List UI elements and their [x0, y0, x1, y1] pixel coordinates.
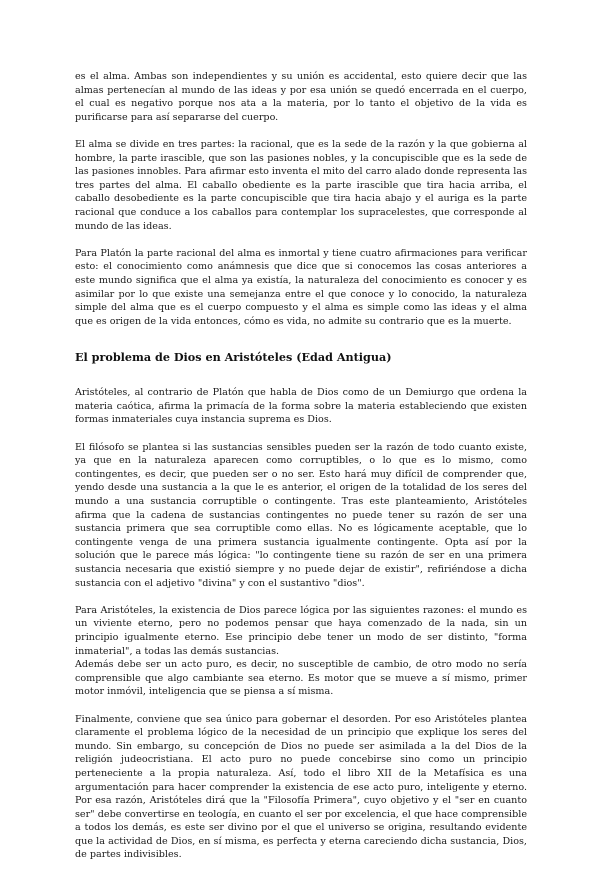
paragraph-sustancias: El filósofo se plantea si las sustancias sensibles pueden ser la razón de todo cuanto existe, ya que en la naturaleza aparecen como corruptibles, o lo que es lo mismo, como contingentes, es decir, que pueden ser o no ser. Esto hará muy difícil de comprender que, yendo desde una sustancia a la que le es anterior, el origen de la totalidad de los seres del mundo a una sustancia corruptible o contingente. Tras este planteamiento, Aristóteles afirma que la cadena de sustancias contingentes no puede tener su razón de ser una sustancia primera que sea corruptible como ellas. No es lógicamente aceptable, que lo contingente venga de una primera sustancia igualmente contingente. Opta así por la solución que le parece más lógica: "lo contingente tiene su razón de ser en una primera sustancia necesaria que existió siempre y no puede dejar de existir", refiriéndose a dicha sustancia con el adjetivo "divina" y con el sustantivo "dios".: [75, 441, 527, 589]
paragraph-aristoteles-intro: Aristóteles, al contrario de Platón que habla de Dios como de un Demiurgo que ordena la materia caótica, afirma la primacía de la forma sobre la materia estableciendo que existen formas inmateriales cuya instancia suprema es Dios.: [75, 387, 527, 426]
paragraph-inmortalidad: Para Platón la parte racional del alma es inmortal y tiene cuatro afirmaciones para verificar esto: el conocimiento como anámnesis que dice que si conocemos las cosas anteriores a este mundo significa que el alma ya existía, la naturaleza del conocimiento es conocer y es asimilar por lo que existe una semejanza entre el que conoce y lo conocido, la naturaleza simple del alma que es el cuerpo compuesto y el alma es simple como las ideas y el alma que es origen de la vida entonces, cómo es vida, no admite su contrario que es la muerte.: [75, 247, 527, 327]
section-heading: El problema de Dios en Aristóteles (Edad Antigua): [75, 350, 392, 365]
paragraph-existencia-dios: [75, 604, 527, 699]
document-page: [75, 70, 527, 876]
paragraph-existencia-line-1: Para Aristóteles, la existencia de Dios parece lógica por las siguientes razones: el mundo es un viviente eterno, pero no podemos pensar que haya comenzado de la nada, sin un principio igualmente eterno. Ese principio debe tener un modo de ser distinto, "forma inmaterial", a todas las demás sustancias.: [75, 604, 527, 657]
paragraph-partes-alma: El alma se divide en tres partes: la racional, que es la sede de la razón y la que gobierna al hombre, la parte irascible, que son las pasiones nobles, y la concupiscible que es la sede de las pasiones innobles. Para afirmar esto inventa el mito del carro alado donde representa las tres partes del alma. El caballo obediente es la parte irascible que tira hacia arriba, el caballo desobediente es la parte concupiscible que tira hacia abajo y el auriga es la parte racional que conduce a los caballos para contemplar los supracelestes, que corresponde al mundo de las ideas.: [75, 138, 527, 232]
paragraph-finalmente: Finalmente, conviene que sea único para gobernar el desorden. Por eso Aristóteles plantea claramente el problema lógico de la necesidad de un principio que explique los seres del mundo. Sin embargo, su concepción de Dios no puede ser asimilada a la del Dios de la religión judeocristiana. El acto puro no puede concebirse sino como un principio perteneciente a la propia naturaleza. Así, todo el libro XII de la Metafísica es una argumentación para hacer comprender la existencia de ese acto puro, inteligente y eterno. Por esa razón, Aristóteles dirá que la "Filosofía Primera", cuyo objetivo y el "ser en cuanto ser" debe convertirse en teología, en cuanto el ser por excelencia, el que hace comprensible a todos los demás, es este ser divino por el que el universo se origina, resultando evidente que la actividad de Dios, en sí misma, es perfecta y eterna careciendo dicha sustancia, Dios, de partes indivisibles.: [75, 713, 527, 861]
paragraph-existencia-line-2: Además debe ser un acto puro, es decir, no susceptible de cambio, de otro modo no sería comprensible que algo cambiante sea eterno. Es motor que se mueve a sí mismo, primer motor inmóvil, inteligencia que se piensa a sí misma.: [75, 659, 527, 698]
paragraph-alma-union: es el alma. Ambas son independientes y su unión es accidental, esto quiere decir que las almas pertenecían al mundo de las ideas y por esa unión se quedó encerrada en el cuerpo, el cual es negativo porque nos ata a la materia, por lo tanto el objetivo de la vida es purificarse para así separarse del cuerpo.: [75, 71, 527, 123]
